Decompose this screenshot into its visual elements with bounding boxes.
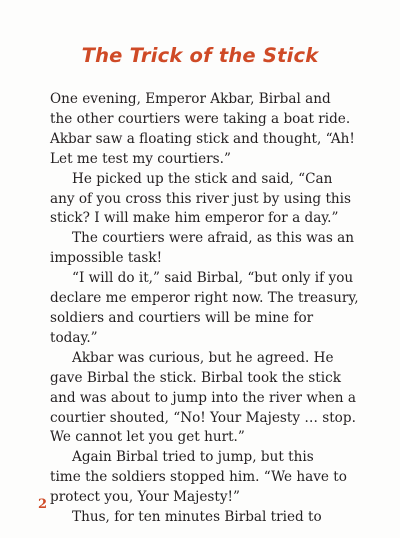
story-line: impossible task! [50,250,163,267]
story-line: courtier shouted, “No! Your Majesty … stop. [50,409,356,426]
story-line: He picked up the stick and said, “Can [72,170,333,187]
story-line: Akbar was curious, but he agreed. He [72,349,334,366]
story-line: the other courtiers were taking a boat ride. [50,110,351,127]
story-line: The courtiers were afraid, as this was an [72,230,355,247]
story-line: Thus, for ten minutes Birbal tried to [72,509,322,526]
story-line: and was about to jump into the river when a [50,389,356,406]
story-line: soldiers and courtiers will be mine for [50,309,314,326]
story-line: We cannot let you get hurt.” [50,429,245,446]
story-line: Let me test my courtiers.” [50,150,231,167]
story-line: today.” [50,329,98,346]
story-text [50,90,370,528]
story-line: stick? I will make him emperor for a day.” [50,210,339,227]
story-line: declare me emperor right now. The treasury, [50,290,359,307]
story-line: “I will do it,” said Birbal, “but only if you [72,270,354,287]
story-line: Again Birbal tried to jump, but this [72,449,314,466]
story-line: One evening, Emperor Akbar, Birbal and [50,91,331,107]
story-line: any of you cross this river just by using this [50,190,351,207]
story-line: protect you, Your Majesty!” [50,489,240,506]
story-line: gave Birbal the stick. Birbal took the stick [50,369,341,386]
page-number: 2 [38,497,48,512]
story-title: The Trick of the Stick [81,44,319,67]
story-line: time the soldiers stopped him. “We have to [50,469,347,486]
story-line: Akbar saw a floating stick and thought, “Ah! [50,130,355,147]
